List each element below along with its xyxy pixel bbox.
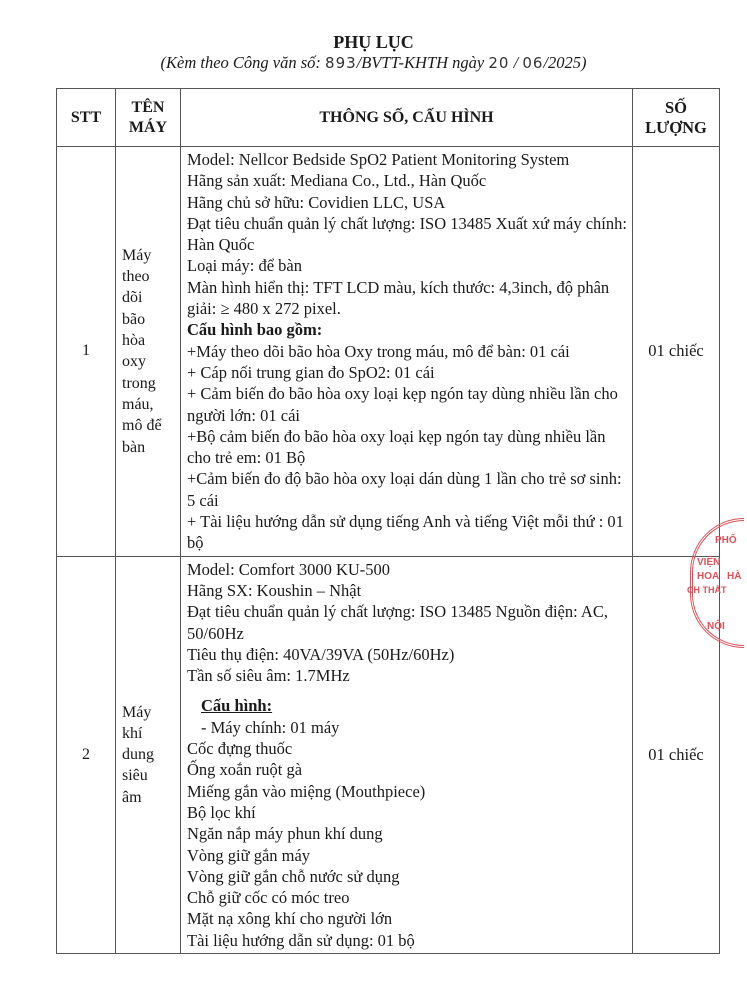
- row-name-text: Máy theo dõi bão hòa oxy trong máu, mô để bàn: [122, 246, 162, 456]
- col-qty: [633, 89, 720, 147]
- table-row: [57, 147, 720, 557]
- specs-list: [187, 149, 628, 319]
- spec-line: Hãng SX: Koushin – Nhật: [187, 580, 362, 600]
- spec-line: Đạt tiêu chuẩn quản lý chất lượng: ISO 13485 Xuất xứ máy chính: Hàn Quốc: [187, 213, 627, 255]
- row-name-text: Máy khí dung siêu âm: [122, 703, 154, 806]
- spec-line: Vòng giữ gắn chỗ nước sử dụng: [187, 866, 400, 886]
- spec-line: Màn hình hiển thị: TFT LCD màu, kích thước: 4,3inch, độ phân giải: ≥ 480 x 272 pixel.: [187, 277, 610, 319]
- subtitle-prefix: (Kèm theo Công văn số:: [160, 53, 326, 72]
- spec-line: Tài liệu hướng dẫn sử dụng: 01 bộ: [187, 930, 415, 950]
- spec-line: Tần số siêu âm: 1.7MHz: [187, 666, 350, 686]
- spec-line: Chỗ giữ cốc có móc treo: [187, 888, 350, 908]
- page-subtitle: [0, 53, 747, 73]
- col-specs: THÔNG SỐ, CẤU HÌNH: [181, 89, 633, 147]
- spec-line: Cốc đựng thuốc: [187, 739, 293, 759]
- spec-line: Mặt nạ xông khí cho người lớn: [187, 909, 393, 929]
- stamp-text: CH THẤT: [687, 585, 727, 595]
- spec-line: Ống xoắn ruột gà: [187, 760, 303, 780]
- row-stt: 1: [57, 147, 116, 557]
- spec-line: + Cảm biến đo bão hòa oxy loại kẹp ngón tay dùng nhiều lần cho người lớn: 01 cái: [187, 384, 618, 425]
- spec-line: Miếng gắn vào miệng (Mouthpiece): [187, 781, 426, 801]
- col-name: [116, 89, 181, 147]
- spec-line: +Cảm biến đo độ bão hòa oxy loại dán dùng 1 lần cho trẻ sơ sinh: 5 cái: [187, 469, 622, 510]
- doc-number: 893: [325, 54, 357, 72]
- doc-day: 20: [488, 54, 510, 72]
- config-first: - Máy chính: 01 máy: [201, 717, 340, 737]
- stamp-text: HOA: [697, 571, 720, 582]
- spec-line: Model: Comfort 3000 KU-500: [187, 559, 391, 579]
- spec-line: Model: Nellcor Bedside SpO2 Patient Monitoring System: [187, 150, 570, 169]
- spec-line: + Tài liệu hướng dẫn sử dụng tiếng Anh và tiếng Việt mỗi thứ : 01 bộ: [187, 512, 624, 553]
- config-list: [187, 738, 628, 951]
- row-name: [116, 556, 181, 953]
- spec-line: + Cáp nối trung gian đo SpO2: 01 cái: [187, 362, 435, 382]
- subtitle-slash: /: [509, 53, 523, 72]
- config-list: [187, 341, 628, 554]
- spec-line: Tiêu thụ điện: 40VA/39VA (50Hz/60Hz): [187, 644, 455, 664]
- col-name-label: TÊN MÁY: [128, 98, 168, 136]
- stamp-text: PHỐ: [715, 535, 737, 546]
- row-qty: 01 chiếc: [633, 556, 720, 953]
- stamp-text: VIỆN: [697, 557, 721, 568]
- spec-line: Loại máy: để bàn: [187, 256, 303, 276]
- stamp-text: HÀ: [727, 571, 742, 582]
- config-heading: Cấu hình:: [201, 696, 273, 716]
- spec-line: Hãng sản xuất: Mediana Co., Ltd., Hàn Quốc: [187, 171, 487, 191]
- equipment-table: [56, 88, 720, 954]
- spec-line: +Bộ cảm biến đo bão hòa oxy loại kẹp ngón tay dùng nhiều lần cho trẻ em: 01 Bộ: [187, 426, 606, 468]
- spec-line: Vòng giữ gắn máy: [187, 845, 311, 865]
- row-name: [116, 147, 181, 557]
- table-header: [57, 89, 720, 147]
- row-specs: [181, 147, 633, 557]
- subtitle-mid: /BVTT-KHTH ngày: [356, 53, 489, 72]
- stamp-text: NỘI: [707, 621, 725, 632]
- doc-month: 06: [522, 54, 544, 72]
- page-title: PHỤ LỤC: [333, 32, 414, 52]
- spec-line: +Máy theo dõi bão hòa Oxy trong máu, mô để bàn: 01 cái: [187, 341, 570, 361]
- spec-line: Bộ lọc khí: [187, 802, 256, 822]
- subtitle-end: /2025): [543, 53, 587, 72]
- spec-line: Đạt tiêu chuẩn quản lý chất lượng: ISO 13485 Nguồn điện: AC, 50/60Hz: [187, 602, 608, 643]
- spec-line: Ngăn nắp máy phun khí dung: [187, 824, 383, 844]
- row-specs: [181, 556, 633, 953]
- spec-line: Hãng chủ sở hữu: Covidien LLC, USA: [187, 192, 446, 212]
- col-qty-label: SỐ LƯỢNG: [645, 97, 707, 137]
- row-qty: 01 chiếc: [633, 147, 720, 557]
- specs-list: [187, 559, 628, 687]
- col-stt: STT: [57, 89, 116, 147]
- row-stt: 2: [57, 556, 116, 953]
- config-heading: Cấu hình bao gồm:: [187, 320, 323, 340]
- table-row: [57, 556, 720, 953]
